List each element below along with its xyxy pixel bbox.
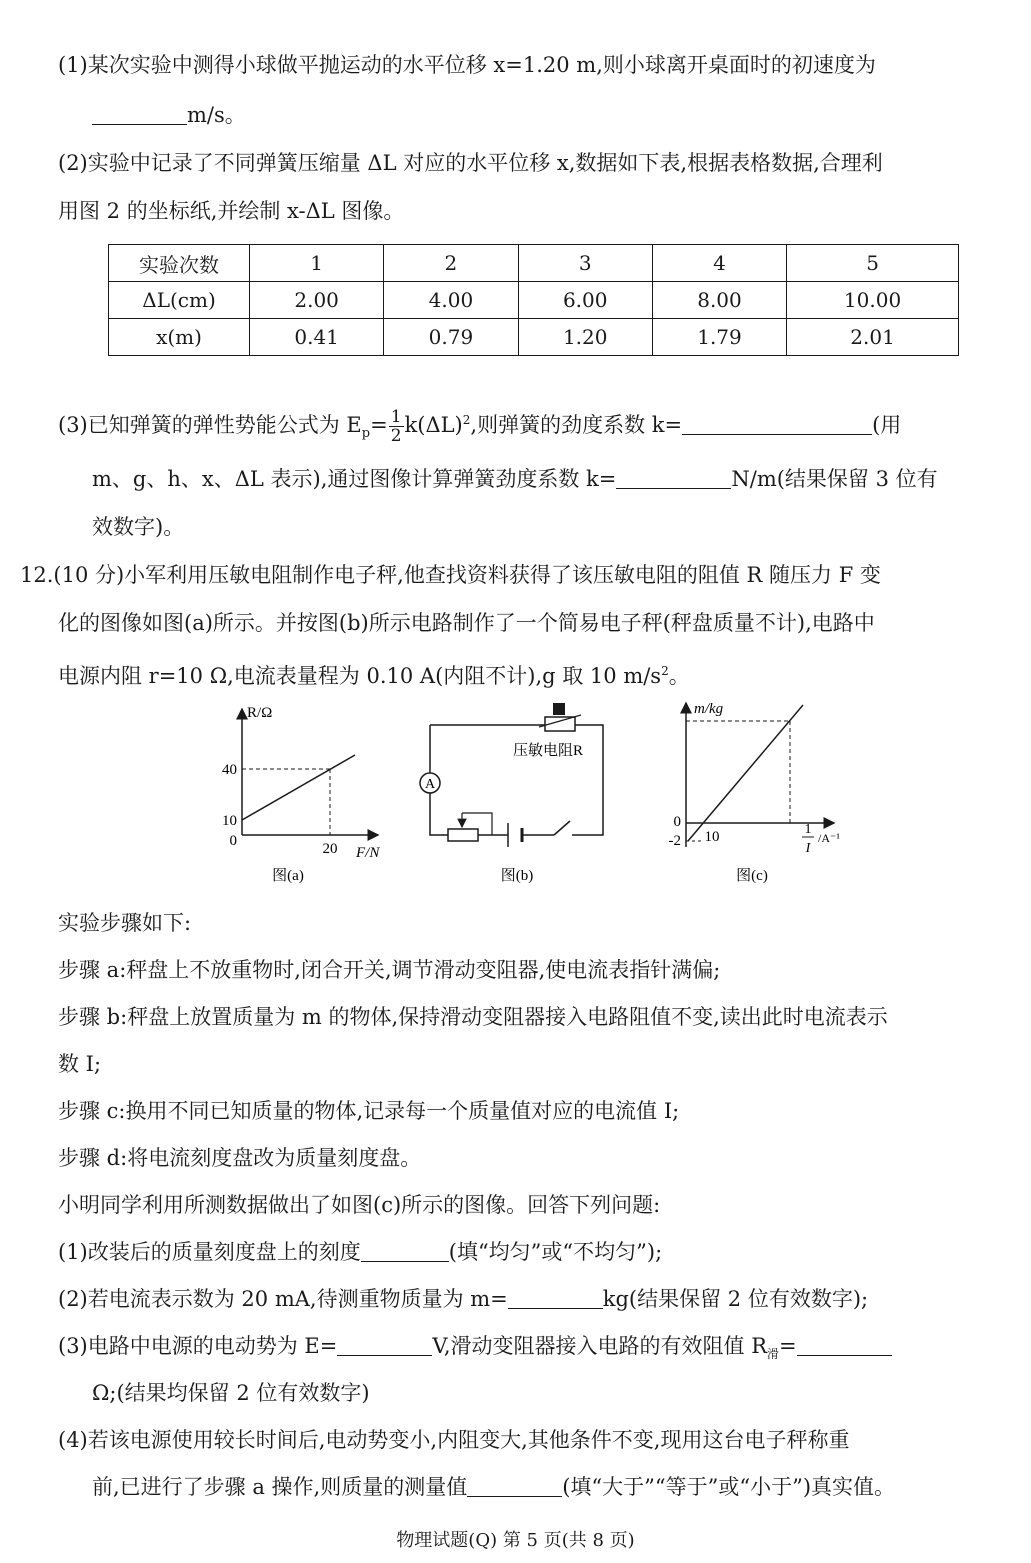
rheostat-icon	[448, 829, 478, 841]
q12-sub4-line1: (4)若该电源使用较长时间后,电动势变小,内阻变大,其他条件不变,现用这台电子秤称重	[58, 1428, 850, 1452]
q11-part3-post: ,则弹簧的劲度系数 k=	[470, 413, 683, 437]
q12-sub1	[58, 1237, 662, 1267]
q12-intro: 小明同学利用所测数据做出了如图(c)所示的图像。回答下列问题:	[58, 1193, 661, 1217]
table-cell: 2.00	[250, 282, 384, 319]
q12-sub3-line2: Ω;(结果均保留 2 位有效数字)	[92, 1381, 370, 1405]
q11-part1-answer-line	[92, 100, 246, 130]
q11-part3-line2-post: N/m(结果保留 3 位有	[731, 467, 938, 491]
answer-blank-rheostat[interactable]	[797, 1333, 892, 1356]
step-d: 步骤 d:将电流刻度盘改为质量刻度盘。	[58, 1146, 422, 1170]
q12-sub1-pre: (1)改装后的质量刻度盘上的刻度	[58, 1240, 361, 1264]
q11-part3-sup: 2	[462, 413, 471, 427]
table-cell: 8.00	[652, 282, 786, 319]
table-cell: 0.79	[384, 319, 518, 356]
q12-line3	[58, 656, 690, 691]
table-cell: 6.00	[518, 282, 652, 319]
fig-a-tick-10: 10	[222, 813, 237, 829]
switch-icon	[554, 821, 570, 835]
fraction-denominator: 2	[390, 426, 402, 446]
q11-part3-tail: (用	[872, 413, 902, 437]
step-a: 步骤 a:秤盘上不放重物时,闭合开关,调节滑动变阻器,使电流表指针满偏;	[58, 958, 721, 982]
table-cell: 10.00	[787, 282, 959, 319]
q12-sub4-post: (填“大于”“等于”或“小于”)真实值。	[562, 1475, 896, 1499]
resistor-label: 压敏电阻R	[512, 743, 584, 759]
fig-c-caption: 图(c)	[736, 868, 768, 884]
fig-c-xlabel-unit: /A⁻¹	[818, 831, 840, 845]
table-row	[109, 319, 959, 356]
data-table	[108, 244, 959, 356]
q12-line3-pre: 电源内阻 r=10 Ω,电流表量程为 0.10 A(内阻不计),g 取 10 m/s	[58, 664, 662, 688]
q12-line1: 12.(10 分)小军利用压敏电阻制作电子秤,他查找资料获得了该压敏电阻的阻值 R 随压力 F 变	[20, 563, 881, 587]
fig-a-tick-20: 20	[322, 841, 338, 857]
steps-title: 实验步骤如下:	[58, 911, 192, 935]
fig-c-tick-10: 10	[704, 829, 720, 845]
table-cell: 5	[787, 245, 959, 282]
q11-part3-eq: =	[370, 413, 388, 437]
fig-a-line	[242, 755, 355, 820]
answer-blank-scale[interactable]	[361, 1239, 449, 1262]
q12-sub3-sub: 滑	[767, 1347, 780, 1362]
figures-area	[0, 695, 1031, 895]
q11-part1-line1: (1)某次实验中测得小球做平抛运动的水平位移 x=1.20 m,则小球离开桌面时的初速度为	[58, 53, 876, 77]
answer-blank-velocity[interactable]	[92, 102, 187, 125]
q11-part2-line1: (2)实验中记录了不同弹簧压缩量 ΔL 对应的水平位移 x,数据如下表,根据表格数据,合理利	[58, 151, 883, 175]
table-row	[109, 282, 959, 319]
q11-part3-mid: k(ΔL)	[404, 413, 463, 437]
step-b-line1: 步骤 b:秤盘上放置质量为 m 的物体,保持滑动变阻器接入电路阻值不变,读出此时电流表示	[58, 1005, 888, 1029]
fig-b-caption: 图(b)	[500, 868, 534, 884]
table-row	[109, 245, 959, 282]
answer-blank-k-value[interactable]	[616, 466, 731, 489]
fraction-half	[389, 408, 404, 445]
q12-sub3-eq: =	[779, 1334, 797, 1358]
table-cell: 0.41	[250, 319, 384, 356]
q12-sub2	[58, 1284, 868, 1314]
fig-c-line	[688, 705, 803, 841]
q12-sub2-pre: (2)若电流表示数为 20 mA,待测重物质量为 m=	[58, 1287, 508, 1311]
ammeter-label: A	[424, 777, 436, 792]
figure-a	[222, 705, 380, 884]
fig-a-caption: 图(a)	[272, 868, 304, 884]
fig-c-xlabel-den: I	[805, 841, 811, 856]
q11-part3-line3: 效数字)。	[92, 515, 185, 539]
q11-part2-line2: 用图 2 的坐标纸,并绘制 x-ΔL 图像。	[58, 199, 405, 223]
fig-c-ylabel: m/kg	[694, 701, 724, 717]
figure-b	[420, 703, 603, 884]
answer-blank-mass[interactable]	[508, 1286, 603, 1309]
q12-line3-sup: 2	[661, 664, 669, 678]
q12-sub3-mid: V,滑动变阻器接入电路的有效阻值 R	[432, 1334, 768, 1358]
table-cell: 实验次数	[109, 245, 250, 282]
table-cell: 4	[652, 245, 786, 282]
q11-part1-unit: m/s。	[187, 103, 246, 127]
fig-c-origin: 0	[673, 814, 681, 830]
q12-line2: 化的图像如图(a)所示。并按图(b)所示电路制作了一个简易电子秤(秤盘质量不计),电路中	[58, 611, 875, 635]
q12-sub4-pre: 前,已进行了步骤 a 操作,则质量的测量值	[92, 1475, 468, 1499]
answer-blank-k-formula[interactable]	[682, 412, 872, 435]
q11-part3-line1	[58, 400, 901, 454]
q12-sub3-pre: (3)电路中电源的电动势为 E=	[58, 1334, 338, 1358]
table-cell: 3	[518, 245, 652, 282]
table-cell: x(m)	[109, 319, 250, 356]
q11-part3-line2-pre: m、g、h、x、ΔL 表示),通过图像计算弹簧劲度系数 k=	[92, 467, 617, 491]
q12-sub4-line2	[92, 1472, 895, 1502]
table-cell: 1	[250, 245, 384, 282]
fig-a-ylabel: R/Ω	[247, 705, 273, 721]
figure-c	[669, 701, 841, 884]
q12-sub2-post: kg(结果保留 2 位有效数字);	[602, 1287, 869, 1311]
fig-a-tick-40: 40	[222, 762, 237, 778]
fig-c-tick-neg2: -2	[668, 833, 681, 849]
table-cell: 2	[384, 245, 518, 282]
fraction-numerator: 1	[390, 407, 402, 427]
q12-sub3-line1	[58, 1331, 892, 1369]
weighing-pan-block	[553, 703, 565, 715]
table-cell: 4.00	[384, 282, 518, 319]
table-cell: 2.01	[787, 319, 959, 356]
q11-part3-line2	[92, 464, 938, 494]
circuit-wire	[430, 725, 603, 835]
step-c: 步骤 c:换用不同已知质量的物体,记录每一个质量值对应的电流值 I;	[58, 1099, 680, 1123]
q12-sub1-post: (填“均匀”或“不均匀”);	[448, 1240, 663, 1264]
q12-line3-post: 。	[668, 664, 690, 688]
fig-a-origin: 0	[229, 833, 237, 849]
page-footer: 物理试题(Q) 第 5 页(共 8 页)	[396, 1530, 635, 1551]
q11-part3-sub: p	[361, 426, 371, 442]
fig-a-xlabel: F/N	[356, 845, 380, 861]
answer-blank-compare[interactable]	[467, 1474, 562, 1497]
table-cell: 1.79	[652, 319, 786, 356]
q11-part3-pre: (3)已知弹簧的弹性势能公式为 E	[58, 413, 362, 437]
fig-c-xlabel-num: 1	[804, 822, 812, 837]
answer-blank-emf[interactable]	[337, 1333, 432, 1356]
table-cell: 1.20	[518, 319, 652, 356]
table-cell: ΔL(cm)	[109, 282, 250, 319]
step-b-line2: 数 I;	[58, 1052, 102, 1076]
